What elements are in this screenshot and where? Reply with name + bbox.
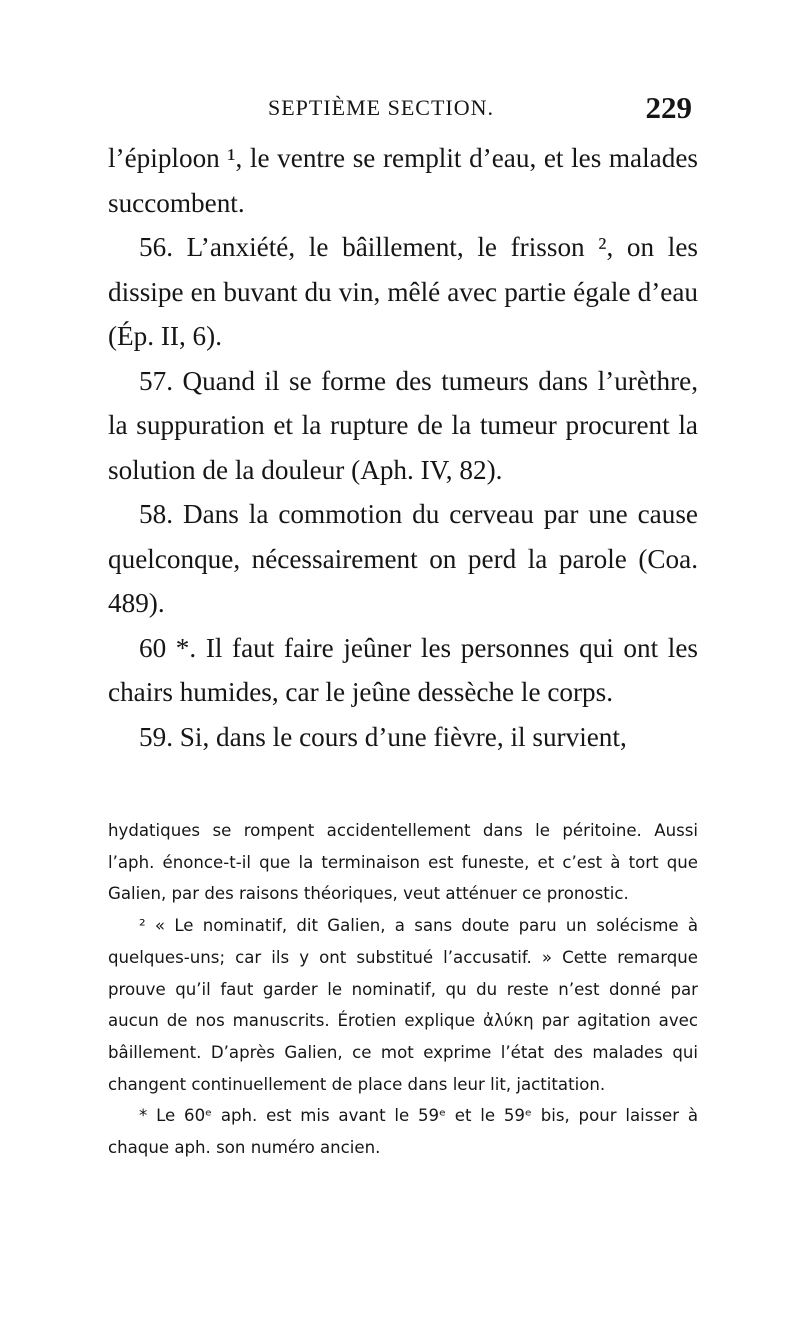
page-header [268, 90, 692, 126]
footnotes [108, 815, 698, 1164]
main-text [108, 136, 698, 759]
paragraph-58: 58. Dans la commotion du cerveau par une cause quelconque, nécessairement on perd la parole (Coa. 489). [108, 499, 698, 618]
paragraph-57: 57. Quand il se forme des tumeurs dans l’urèthre, la suppuration et la rupture de la tumeur procurent la solution de la douleur (Aph. IV, 82). [108, 365, 698, 485]
footnote-2: ² « Le nominatif, dit Galien, a sans doute paru un solécisme à quelques-uns; car ils y ont substitué l’accusatif. » Cette remarque prouve qu’il faut garder le nominatif, qu du reste n’est donné par aucun de nos manuscrits. Érotien explique ἀλύκη par agitation avec bâillement. D’après Galien, ce mot exprime l’état des malades qui changent continuellement de place dans leur lit, jactitation. [108, 916, 698, 1094]
footnote-star: * Le 60ᵉ aph. est mis avant le 59ᵉ et le 59ᵉ bis, pour laisser à chaque aph. son numéro ancien. [108, 1106, 698, 1158]
running-title: SEPTIÈME SECTION. [268, 95, 494, 120]
paragraph-59: 59. Si, dans le cours d’une fièvre, il survient, [139, 721, 627, 752]
page-number: 229 [645, 90, 692, 125]
footnote-continuation: hydatiques se rompent accidentellement dans le péritoine. Aussi l’aph. énonce-t-il que la terminaison est funeste, et c’est à tort que Galien, par des raisons théoriques, veut atténuer ce pronostic. [108, 821, 698, 904]
paragraph-56: 56. L’anxiété, le bâillement, le frisson ², on les dissipe en buvant du vin, mêlé avec partie égale d’eau (Ép. II, 6). [108, 232, 698, 351]
paragraph-60: 60 *. Il faut faire jeûner les personnes qui ont les chairs humides, car le jeûne dessèche le corps. [108, 632, 698, 707]
paragraph-continuation: l’épiploon ¹, le ventre se remplit d’eau, et les malades succombent. [108, 143, 698, 218]
